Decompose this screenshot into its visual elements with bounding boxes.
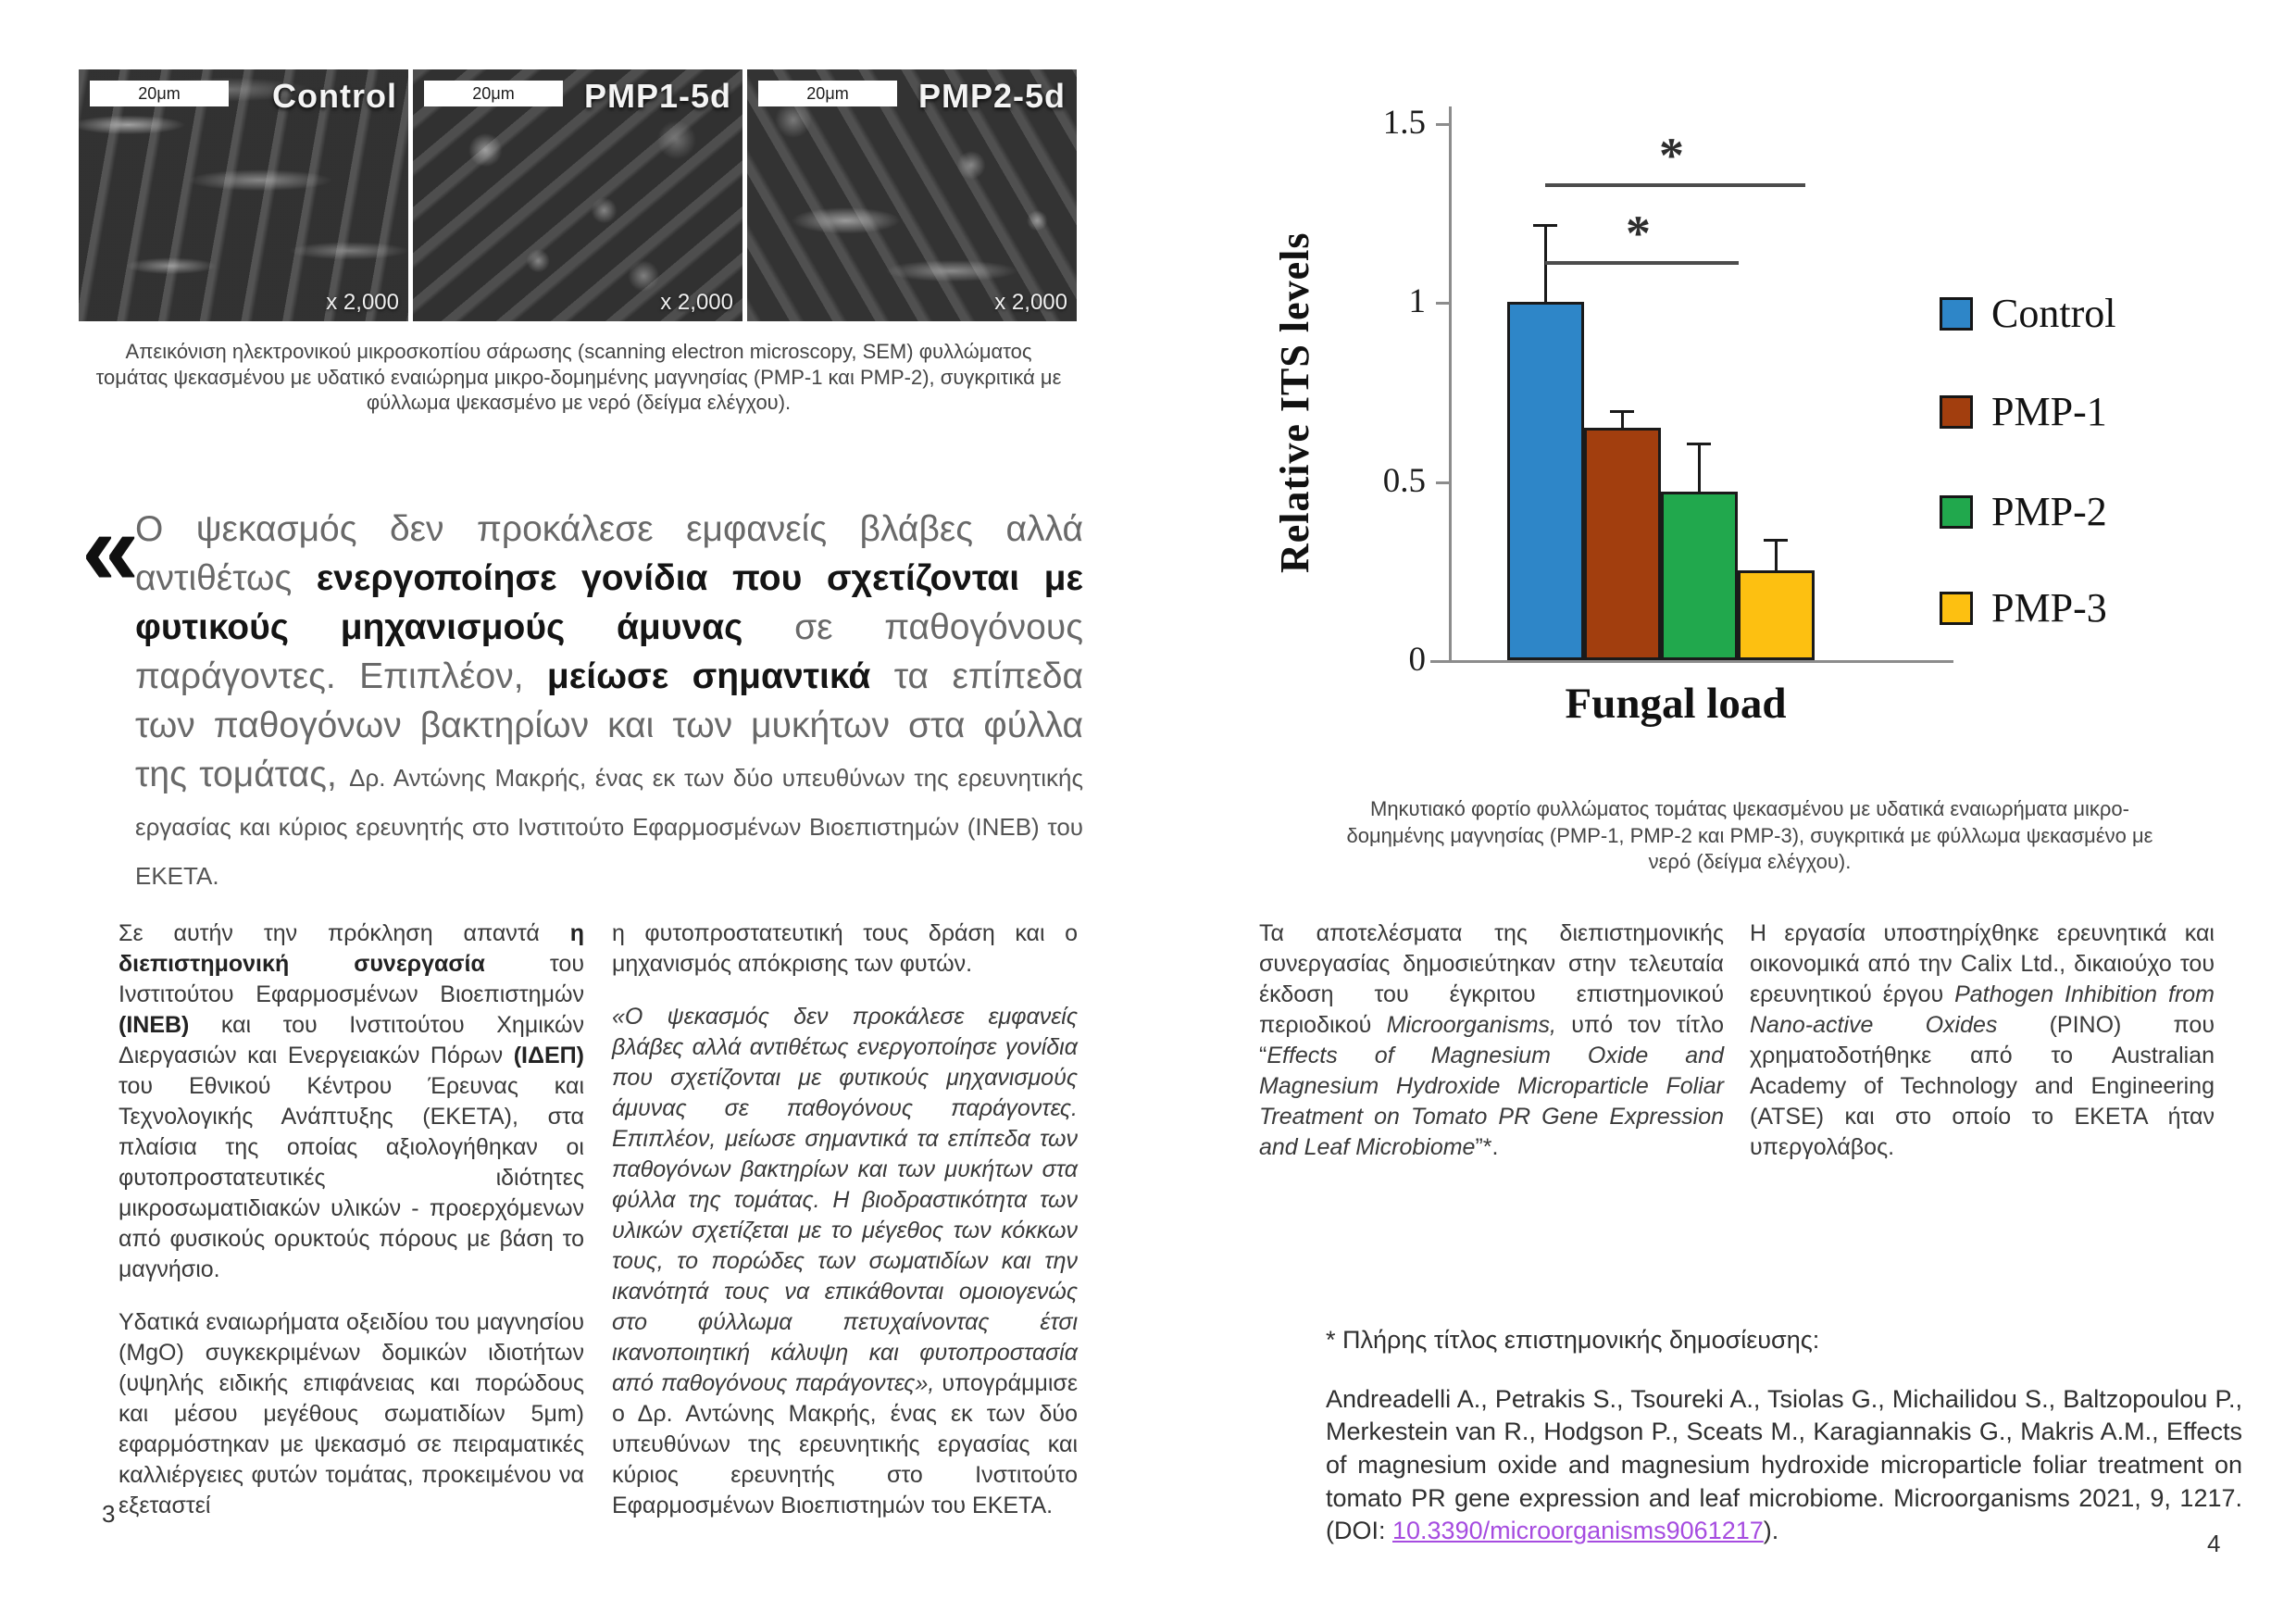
y-tick-label: 1.5 <box>1382 104 1426 142</box>
page-number-right: 4 <box>2207 1530 2221 1557</box>
quote-mark-icon: « <box>81 491 140 606</box>
sem-figure <box>79 69 1079 321</box>
text-run-bold: (ΙΔΕΠ) <box>513 1043 584 1068</box>
scale-bar-label: 20μm <box>806 83 849 103</box>
error-bar <box>1621 413 1624 427</box>
error-bar-cap <box>1764 539 1788 542</box>
quote-segment-bold: ενεργοποίησε γονίδια που σχετίζονται με φυτικούς μηχανισμούς άμυνας <box>135 558 1083 648</box>
y-tick <box>1436 123 1449 126</box>
significance-asterisk-1: * <box>1659 128 1684 183</box>
reference-text: ). <box>1763 1517 1779 1545</box>
plot-area <box>1452 123 1952 660</box>
column-2 <box>612 918 1078 1543</box>
text-run: Σε αυτήν την πρόκληση απαντά <box>119 920 570 946</box>
text-run-italic: Effects of Magnesium Oxide and Magnesium Hydroxide Microparticle Foliar Treatment on Tomato PR Gene Expression and Leaf Microbiome <box>1259 1043 1724 1160</box>
pull-quote <box>81 491 1083 897</box>
magnification-label: x 2,000 <box>994 290 1067 315</box>
reference-text: Andreadelli A., Petrakis S., Tsoureki A., Tsiolas G., Michailidou S., Baltzopoulou P., Merkestein van R., Hodgson P., Sceats M., Karagiannakis G., Makris A.M., Effects of magnesium oxide and magnesium hydroxide microparticle foliar treatment on tomato PR gene expression and leaf microbiome. Microorganisms 2021, 9, 1217. (DOI: <box>1326 1384 2242 1545</box>
footnote-header: * Πλήρης τίτλος επιστημονικής δημοσίευσης: <box>1326 1326 1820 1354</box>
y-tick-label: 0 <box>1408 641 1426 679</box>
legend-item-pmp1 <box>1940 388 2107 435</box>
magnification-label: x 2,000 <box>326 290 399 315</box>
sem-image-title: PMP1-5d <box>583 77 731 115</box>
magnification-label: x 2,000 <box>660 290 733 315</box>
paragraph <box>1259 918 1724 1163</box>
scale-bar <box>90 81 229 106</box>
paragraph <box>1750 918 2215 1163</box>
legend-swatch-pmp2 <box>1940 495 1973 529</box>
bar-pmp2 <box>1661 492 1738 660</box>
legend-label: PMP-2 <box>1991 489 2107 534</box>
x-axis-line <box>1430 660 1953 663</box>
legend-swatch-pmp3 <box>1940 592 1973 625</box>
scale-bar-label: 20μm <box>472 83 515 103</box>
text-run: του Ινστιτούτου Εφαρμοσμένων Βιοεπιστημών <box>119 951 584 1007</box>
quote-segment-bold: μείωσε σημαντικά <box>546 656 871 697</box>
sem-image-control <box>79 69 408 321</box>
y-axis-title: Relative ITS levels <box>1272 231 1317 574</box>
quote-segment: Ο ψεκασμός δεν προκάλεσε εμφανείς βλάβες αλλά αντιθέτως <box>135 509 1083 599</box>
text-run: υπό τον τίτλο “ <box>1259 1012 1724 1068</box>
legend-item-pmp3 <box>1940 584 2107 631</box>
text-run: Η εργασία υποστηρίχθηκε ερευνητικά και οικονομικά από την Calix Ltd., δικαιούχο του ερευνητικού έργου <box>1750 920 2215 1007</box>
quote-attribution: Δρ. Αντώνης Μακρής, ένας εκ των δύο υπευθύνων της ερευνητικής εργασίας και κύριος ερευνητής στο Ινστιτούτο Εφαρμοσμένων Βιοεπιστημών (ΙΝΕΒ) του ΕΚΕΤΑ. <box>135 764 1083 891</box>
text-run: του Εθνικού Κέντρου Έρευνας και Τεχνολογικής Ανάπτυξης (ΕΚΕΤΑ), στα πλαίσια της οποίας αξιολογήθηκαν οι φυτοπροστατευτικές ιδιότητες μικροσωματιδιακών υλικών - προερχόμενων από φυσικούς ορυκτούς πόρους με βάση το μαγνήσιο. <box>119 1073 584 1282</box>
text-run: υπογράμμισε ο Δρ. Αντώνης Μακρής, ένας εκ των δύο υπευθύνων της ερευνητικής εργασίας και κύριος ερευνητής στο Ινστιτούτο Εφαρμοσμένων Βιοεπιστημών του ΕΚΕΤΑ. <box>612 1370 1079 1518</box>
x-axis-title: Fungal load <box>1565 680 1787 728</box>
error-bar-cap <box>1533 224 1557 227</box>
text-run: (PINO) που χρηματοδοτήθηκε από το Australian Academy of Technology and Engineering (ATSE) και στο οποίο το ΕΚΕΤΑ ήταν υπεργολάβος. <box>1750 1012 2215 1160</box>
scale-bar <box>424 81 563 106</box>
sem-image-pmp2 <box>747 69 1077 321</box>
text-run-bold: (ΙΝΕΒ) <box>119 1012 190 1038</box>
scale-bar <box>758 81 897 106</box>
error-bar <box>1775 542 1778 570</box>
reference <box>1326 1383 2242 1548</box>
pull-quote-text <box>135 505 1083 897</box>
error-bar <box>1698 445 1701 492</box>
text-run-italic: «Ο ψεκασμός δεν προκάλεσε εμφανείς βλάβες αλλά αντιθέτως ενεργοποίησε γονίδια που σχετίζονται με φυτικούς μηχανισμούς άμυνας σε παθογόνους παράγοντες. Επιπλέον, μείωσε σημαντικά τα επίπεδα των παθογόνων βακτηρίων και των μυκήτων στα φύλλα της τομάτας. Η βιοδραστικότητα των υλικών σχετίζεται με το μέγεθος των κόκκων τους, το πορώδες των σωματιδίων και την ικανότητά τους να επικάθονται ομοιογενώς στο φύλλωμα πετυχαίνοντας έτσι ικανοποιητική κάλυψη και φυτοπροστασία από παθογόνους παράγοντες», <box>612 1004 1078 1396</box>
bar-pmp3 <box>1738 570 1815 660</box>
sem-image-pmp1 <box>413 69 742 321</box>
legend-item-control <box>1940 290 2115 337</box>
y-tick <box>1436 481 1449 484</box>
paragraph <box>119 918 584 1285</box>
bar-pmp1 <box>1584 428 1661 660</box>
y-tick-label: 0.5 <box>1382 462 1426 500</box>
scale-bar-label: 20μm <box>138 83 181 103</box>
page-number-left: 3 <box>102 1500 116 1528</box>
error-bar-cap <box>1610 410 1634 413</box>
quote-segment: τα επίπεδα των παθογόνων βακτηρίων και των μυκήτων στα φύλλα της τομάτας, <box>135 656 1083 795</box>
sem-image-title: PMP2-5d <box>917 77 1066 115</box>
column-1 <box>119 918 584 1543</box>
legend-label: PMP-3 <box>1991 585 2107 631</box>
paragraph <box>612 1002 1078 1521</box>
y-tick-label: 1 <box>1408 282 1426 320</box>
legend-label: PMP-1 <box>1991 389 2107 434</box>
paragraph: Υδατικά εναιωρήματα οξειδίου του μαγνησίου (MgO) συγκεκριμένων δομικών ιδιοτήτων (υψηλής ειδικής επιφάνειας και πορώδους και μέσου μεγέθους σωματιδίων 5μm) εφαρμόστηκαν με ψεκασμό σε πειραματικές καλλιέργειες φυτών τομάτας, προκειμένου να εξεταστεί <box>119 1309 584 1518</box>
column-4 <box>1750 918 2215 1185</box>
legend-item-pmp2 <box>1940 488 2107 535</box>
quote-segment: σε παθογόνους παράγοντες. Επιπλέον, <box>135 607 1083 697</box>
footnote <box>1326 1324 2242 1548</box>
right-page-columns <box>1259 918 2215 1185</box>
sem-figure-caption: Απεικόνιση ηλεκτρονικού μικροσκοπίου σάρωσης (scanning electron microscopy, SEM) φυλλώματος τομάτας ψεκασμένου με υδατικό εναιώρημα μικρο-δομημένης μαγνησίας (PMP-1 και PMP-2), συγκριτικά με φύλλωμα ψεκασμένο με νερό (δείγμα ελέγχου). <box>95 340 1062 414</box>
text-run-italic: Microorganisms, <box>1386 1012 1556 1038</box>
paragraph: η φυτοπροστατευτική τους δράση και ο μηχανισμός απόκρισης των φυτών. <box>612 920 1078 977</box>
left-page-columns <box>119 918 1078 1543</box>
text-run: και του Ινστιτούτου Χημικών Διεργασιών και Ενεργειακών Πόρων <box>119 1012 584 1068</box>
column-3 <box>1259 918 1724 1185</box>
bar-control <box>1507 302 1584 660</box>
legend-swatch-pmp1 <box>1940 395 1973 429</box>
doi-link[interactable]: 10.3390/microorganisms9061217 <box>1392 1517 1764 1545</box>
text-run-italic: Pathogen Inhibition from Nano-active Oxides <box>1750 981 2215 1038</box>
fungal-load-bar-chart <box>1241 69 2245 801</box>
chart-caption: Μηκυτιακό φορτίο φυλλώματος τομάτας ψεκασμένου με υδατικά εναιωρήματα μικρο-δομημένης μαγνησίας (PMP-1, PMP-2 και PMP-3), συγκριτικά με φύλλωμα ψεκασμένο με νερό (δείγμα ελέγχου). <box>1346 797 2153 874</box>
y-tick <box>1436 302 1449 305</box>
y-tick <box>1436 660 1449 663</box>
text-run: ”*. <box>1475 1134 1499 1160</box>
text-run-bold: η διεπιστημονική συνεργασία <box>119 920 584 977</box>
legend-swatch-control <box>1940 297 1973 331</box>
significance-asterisk-2: * <box>1626 206 1651 261</box>
text-run: Τα αποτελέσματα της διεπιστημονικής συνεργασίας δημοσιεύτηκαν στην τελευταία έκδοση του έγκριτου επιστημονικού περιοδικού <box>1259 920 1724 1038</box>
sem-image-title: Control <box>272 77 397 115</box>
legend-label: Control <box>1991 291 2116 336</box>
error-bar-cap <box>1687 443 1711 445</box>
